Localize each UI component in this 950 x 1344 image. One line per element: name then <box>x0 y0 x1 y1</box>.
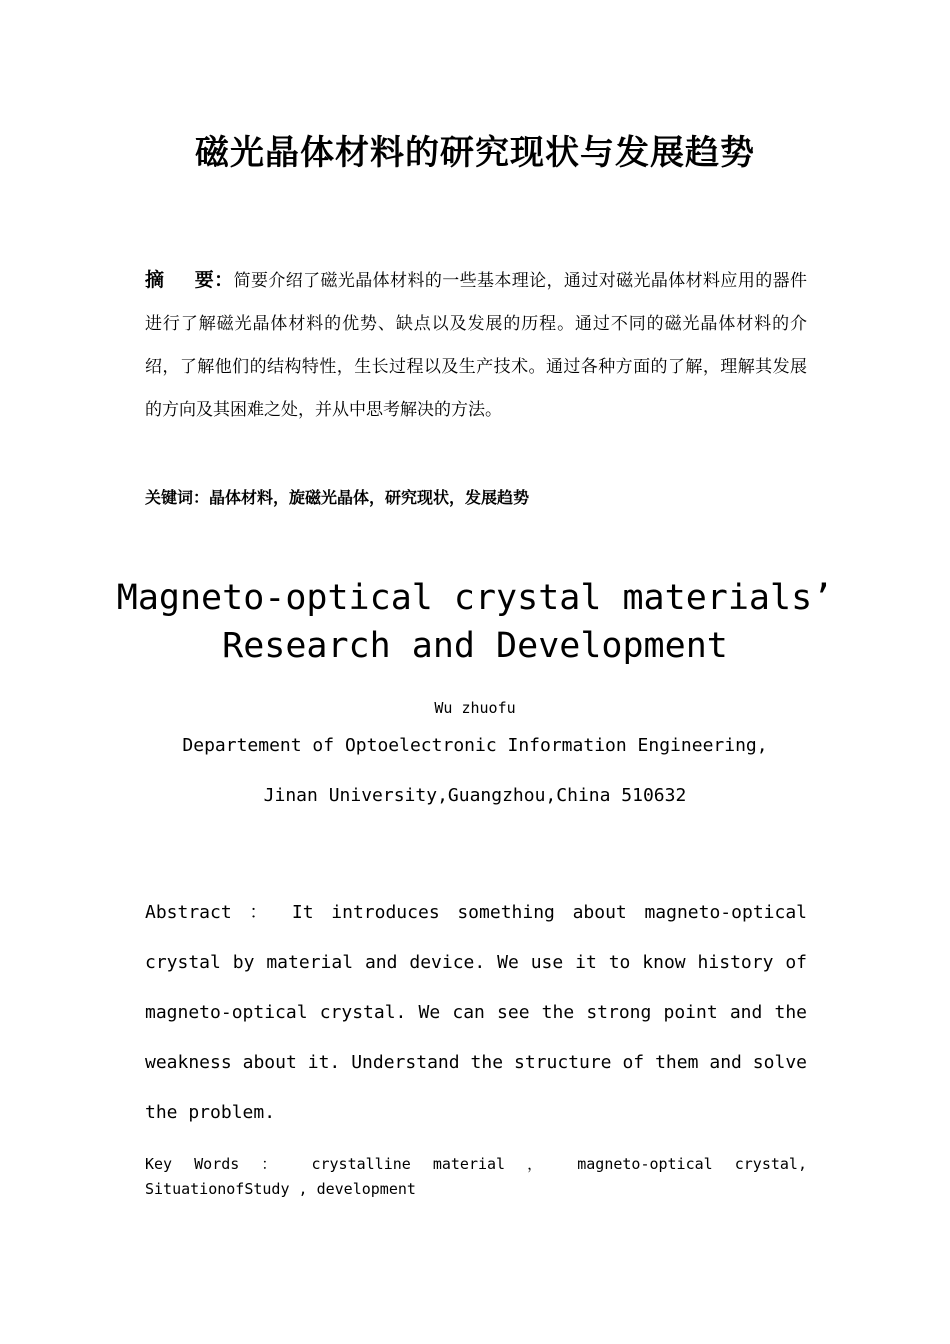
affiliation-line1: Departement of Optoelectronic Information Engineering, <box>182 735 768 756</box>
chinese-abstract-label-part1: 摘 <box>145 269 165 291</box>
english-title <box>60 574 890 670</box>
affiliation-line2: Jinan University,Guangzhou,China 510632 <box>263 785 687 806</box>
english-title-line2: Research and Development <box>222 626 728 666</box>
chinese-keywords: 关键词：晶体材料，旋磁光晶体，研究现状，发展趋势 <box>145 488 530 507</box>
chinese-abstract-label <box>145 269 234 291</box>
english-abstract: Abstract ： It introduces something about magneto-optical crystal by material and device. We use it to know history of magneto-optical crystal. We can see the strong point and the weakness about it. Understand the structure of them and solve the problem. <box>145 902 807 1123</box>
chinese-abstract-text: 简要介绍了磁光晶体材料的一些基本理论，通过对磁光晶体材料应用的器件进行了解磁光晶体材料的优势、缺点以及发展的历程。通过不同的磁光晶体材料的介绍，了解他们的结构特性，生长过程以及生产技术。通过各种方面的了解，理解其发展的方向及其困难之处，并从中思考解决的方法。 <box>145 271 807 420</box>
english-title-line1: Magneto-optical crystal materials’ <box>116 578 834 618</box>
english-keywords: Key Words ： crystalline material ， magneto-optical crystal, SituationofStudy , development <box>145 1155 807 1198</box>
chinese-title: 磁光晶体材料的研究现状与发展趋势 <box>195 133 755 173</box>
chinese-abstract-label-part2: 要： <box>194 269 234 291</box>
author-name: Wu zhuofu <box>434 699 516 717</box>
chinese-abstract <box>145 259 807 432</box>
